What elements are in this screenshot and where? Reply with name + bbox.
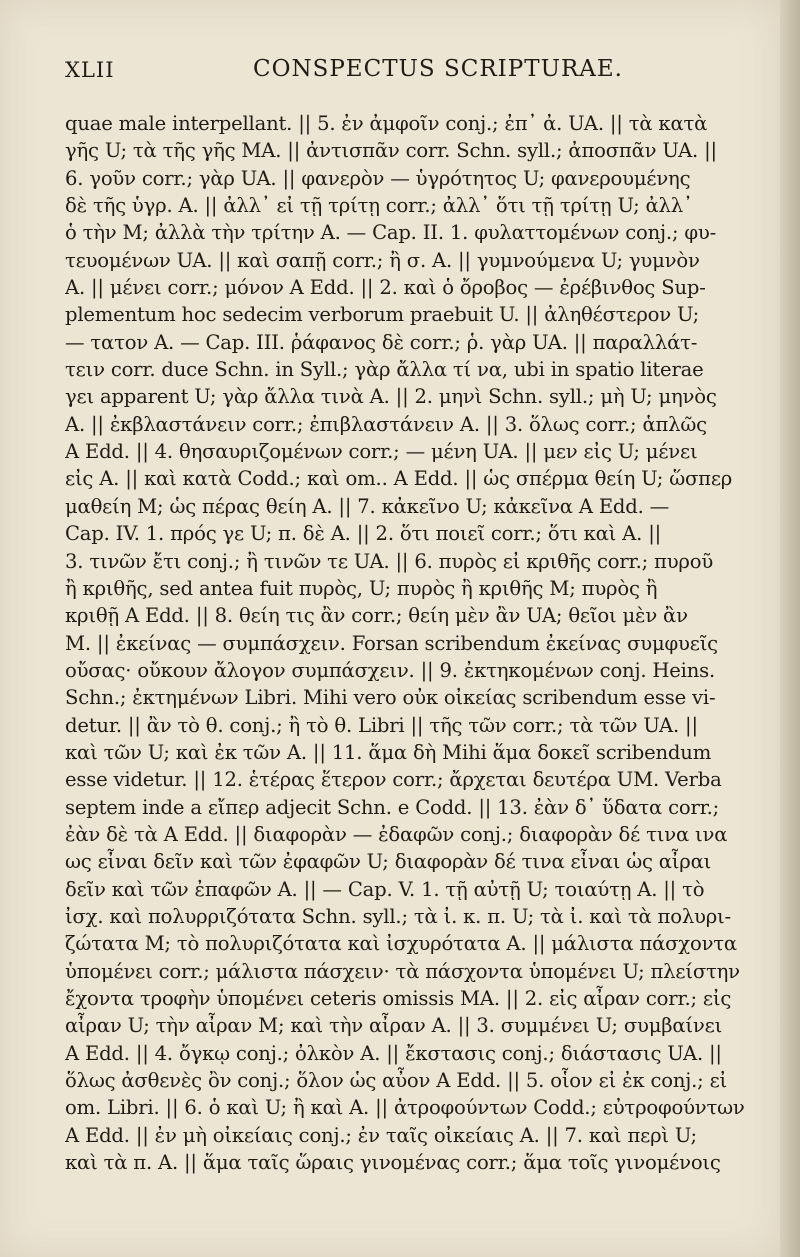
text-line: καὶ τῶν U; καὶ ἐκ τῶν A. || 11. ἅμα δὴ Mihi ἅμα δοκεῖ scribendum	[65, 740, 712, 764]
text-line: A. || ἐκβλαστάνειν corr.; ἐπιβλαστάνειν A. || 3. ὅλως corr.; ἁπλῶς	[65, 412, 707, 436]
text-line: ὑπομένει corr.; μάλιστα πάσχειν· τὰ πάσχοντα ὑπομένει U; πλείστην	[65, 959, 740, 983]
text-line: γῆς U; τὰ τῆς γῆς MA. || ἀντισπᾶν corr. Schn. syll.; ἀποσπᾶν UA. ||	[65, 139, 717, 163]
text-line: M. || ἐκείνας — συμπάσχειν. Forsan scribendum ἐκείνας συμφυεῖς	[65, 631, 718, 655]
text-line: οὔσας· οὔκουν ἄλογον συμπάσχειν. || 9. ἐκτηκομένων conj. Heins.	[65, 658, 716, 682]
text-line: 3. τινῶν ἔτι conj.; ἢ τινῶν τε UA. || 6. πυρὸς εἰ κριθῆς corr.; πυροῦ	[65, 549, 714, 573]
text-line: καὶ τὰ π. A. || ἅμα ταῖς ὥραις γινομένας corr.; ἅμα τοῖς γινομένοις	[65, 1151, 721, 1175]
text-line: 6. γοῦν corr.; γὰρ UA. || φανερὸν — ὑγρότητος U; φανερουμένης	[65, 166, 691, 190]
text-line: ἐὰν δὲ τὰ A Edd. || διαφορὰν — ἐδαφῶν conj.; διαφορὰν δέ τινα ινα	[65, 822, 728, 846]
text-line: γει apparent U; γὰρ ἄλλα τινὰ A. || 2. μηνὶ Schn. syll.; μὴ U; μηνὸς	[65, 385, 717, 409]
text-line: ὁ τὴν M; ἀλλὰ τὴν τρίτην A. — Cap. II. 1. φυλαττομένων conj.; φυ-	[65, 221, 717, 245]
text-line: plementum hoc sedecim verborum praebuit U. || ἀληθέστερον U;	[65, 303, 700, 327]
text-line: Schn.; ἐκτημένων Libri. Mihi vero οὐκ οἰκείας scribendum esse vi-	[65, 686, 716, 710]
text-line: ἰσχ. καὶ πολυρριζότατα Schn. syll.; τὰ ἰ. κ. π. U; τὰ ἰ. καὶ τὰ πολυρι-	[65, 904, 731, 928]
text-line: — τατον A. — Cap. III. ῥάφανος δὲ corr.; ῥ. γὰρ UA. || παραλλάτ-	[65, 330, 698, 354]
text-line: A Edd. || 4. θησαυριζομένων corr.; — μένη UA. || μεν εἰς U; μένει	[65, 440, 698, 464]
text-line: detur. || ἂν τὸ θ. conj.; ἢ τὸ θ. Libri || τῆς τῶν corr.; τὰ τῶν UA. ||	[65, 713, 698, 737]
page-number: XLII	[65, 58, 115, 82]
page-header	[65, 52, 765, 92]
text-line: ὅλως ἀσθενὲς ὂν conj.; ὅλον ὡς αὖον A Edd. || 5. οἷον εἰ ἐκ conj.; εἰ	[65, 1069, 728, 1093]
text-line: δὲ τῆς ὑγρ. A. || ἀλλ᾽ εἰ τῇ τρίτῃ corr.; ἀλλ᾽ ὅτι τῇ τρίτῃ U; ἀλλ᾽	[65, 194, 693, 218]
text-line: om. Libri. || 6. ὁ καὶ U; ἢ καὶ A. || ἀτροφούντων Codd.; εὐτροφούντων	[65, 1096, 745, 1120]
text-line: εἰς A. || καὶ κατὰ Codd.; καὶ om.. A Edd. || ὡς σπέρμα θείη U; ὥσπερ	[65, 467, 733, 491]
text-line: quae male interpellant. || 5. ἐν ἀμφοῖν conj.; ἐπ᾽ ἀ. UA. || τὰ κατὰ	[65, 112, 708, 135]
text-line: ἢ κριθῆς, sed antea fuit πυρὸς, U; πυρὸς ἢ κριθῆς M; πυρὸς ἢ	[65, 576, 658, 600]
text-line: Cap. IV. 1. πρός γε U; π. δὲ A. || 2. ὅτι ποιεῖ corr.; ὅτι καὶ A. ||	[65, 522, 661, 546]
text-line: A Edd. || 4. ὄγκῳ conj.; ὀλκὸν A. || ἔκστασις conj.; διάστασις UA. ||	[65, 1041, 722, 1065]
running-title: CONSPECTUS SCRIPTURAE.	[253, 56, 623, 82]
text-line: τευομένων UA. || καὶ σαπῇ corr.; ἢ σ. A. || γυμνούμενα U; γυμνὸν	[65, 248, 700, 272]
text-line: δεῖν καὶ τῶν ἐπαφῶν A. || — Cap. V. 1. τῇ αὐτῇ U; τοιαύτῃ A. || τὸ	[65, 877, 705, 901]
critical-apparatus-text	[65, 110, 773, 1176]
text-line: αἶραν U; τὴν αἶραν M; καὶ τὴν αἶραν A. || 3. συμμένει U; συμβαίνει	[65, 1014, 723, 1038]
text-line: κριθῇ A Edd. || 8. θείη τις ἂν corr.; θείη μὲν ἂν UA; θεῖοι μὲν ἂν	[65, 604, 688, 628]
text-line: ζώτατα M; τὸ πολυριζότατα καὶ ἰσχυρότατα A. || μάλιστα πάσχοντα	[65, 932, 737, 956]
text-line: esse videtur. || 12. ἑτέρας ἕτερον corr.; ἄρχεται δευτέρα UM. Verba	[65, 768, 722, 792]
text-line: septem inde a εἴπερ adjecit Schn. e Codd. || 13. ἐὰν δ᾽ ὕδατα corr.;	[65, 795, 720, 819]
text-line: μαθείη M; ὡς πέρας θείη A. || 7. κἀκεῖνο U; κἀκεῖνα A Edd. —	[65, 494, 670, 518]
text-line: τειν corr. duce Schn. in Syll.; γὰρ ἄλλα τί να, ubi in spatio literae	[65, 358, 704, 382]
page-edge	[780, 0, 800, 1257]
text-line: A. || μένει corr.; μόνον A Edd. || 2. καὶ ὁ ὄροβος — ἐρέβινθος Sup-	[65, 276, 706, 300]
text-line: ως εἶναι δεῖν καὶ τῶν ἐφαφῶν U; διαφορὰν δέ τινα εἶναι ὡς αἶραι	[65, 850, 712, 874]
text-line: ἔχοντα τροφὴν ὑπομένει ceteris omissis MA. || 2. εἰς αἶραν corr.; εἰς	[65, 987, 732, 1010]
text-line: A Edd. || ἐν μὴ οἰκείαις conj.; ἐν ταῖς οἰκείαις A. || 7. καὶ περὶ U;	[65, 1123, 697, 1147]
